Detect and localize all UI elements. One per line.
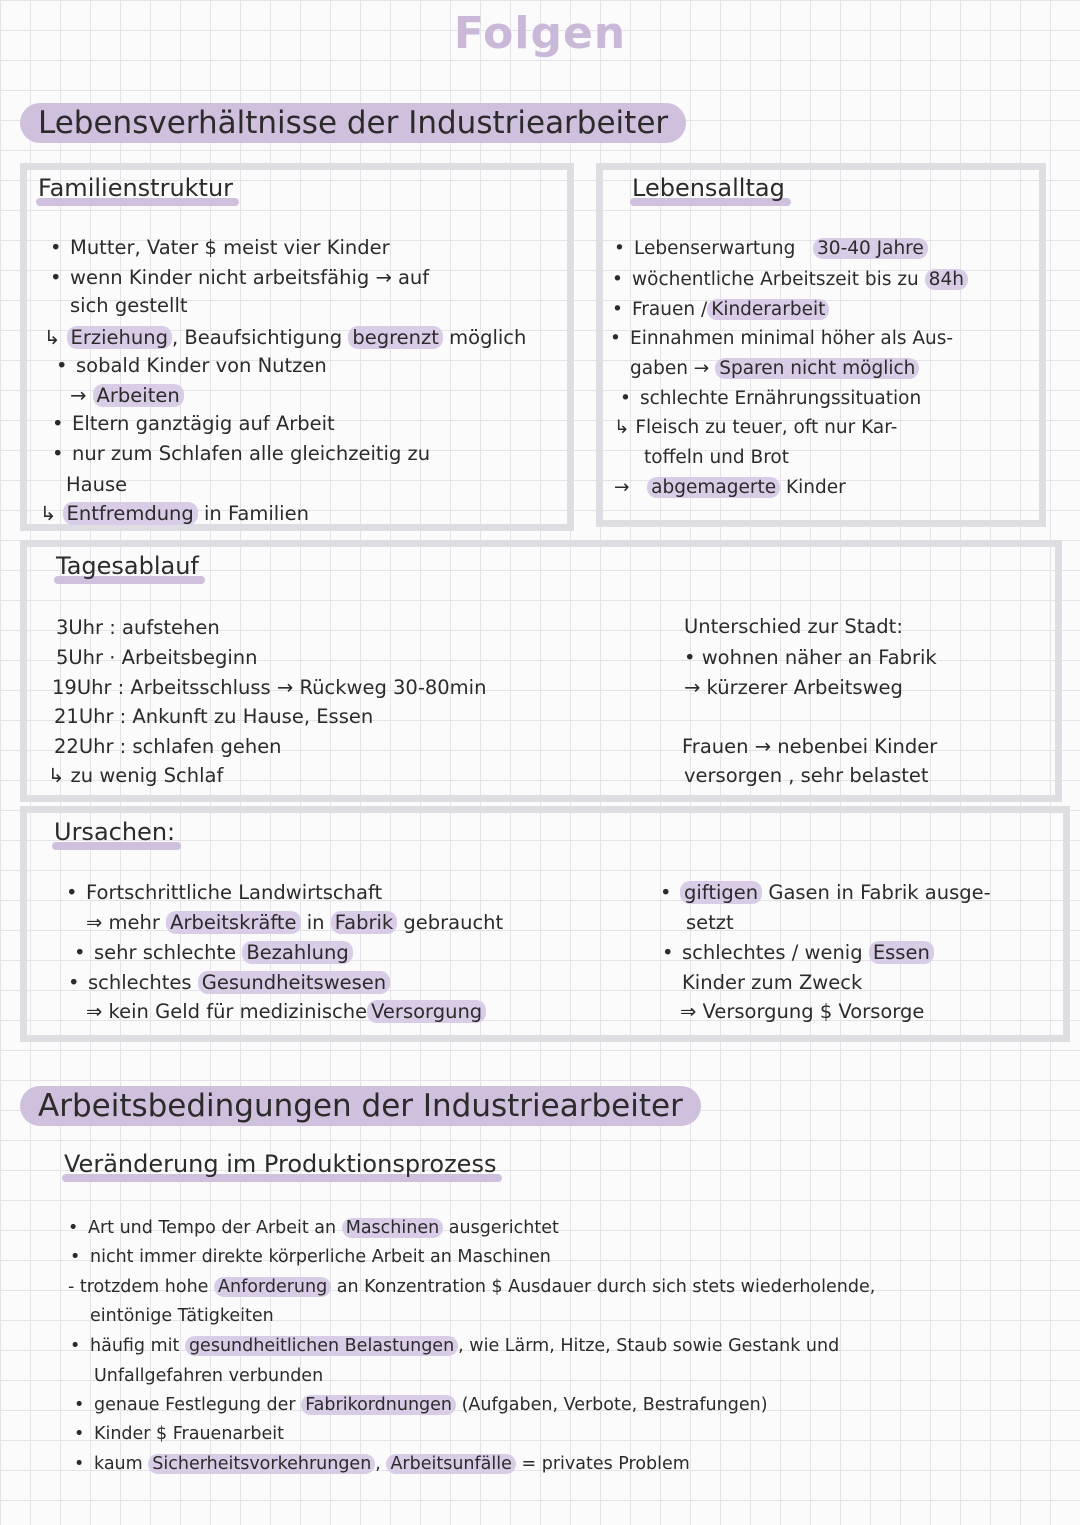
alltag-line-5: gaben → Sparen nicht möglich — [630, 355, 919, 383]
familie-line-4: ↳ Erziehung , Beaufsichtigung begrenzt möglich — [44, 326, 527, 349]
tages-right-1: Unterschied zur Stadt: — [684, 615, 903, 638]
prod-line-7: • genaue Festlegung der Fabrikordnungen (Aufgaben, Verbote, Bestrafungen) — [94, 1391, 768, 1419]
alltag-line-4: • Einnahmen minimal höher als Aus- — [630, 325, 953, 353]
heading-produktionsprozess: Veränderung im Produktionsprozess — [64, 1150, 496, 1178]
prod-line-4: eintönige Tätigkeiten — [90, 1306, 274, 1326]
prod-line-3: - trotzdem hohe Anforderung an Konzentration $ Ausdauer durch sich stets wiederholende, — [68, 1277, 876, 1297]
tages-row-4: 21Uhr : Ankunft zu Hause, Essen — [54, 705, 374, 728]
familie-line-10: ↳ Entfremdung in Familien — [40, 502, 309, 525]
tages-row-1: 3Uhr : aufstehen — [56, 616, 220, 639]
prod-line-1: • Art und Tempo der Arbeit an Maschinen ausgerichtet — [88, 1214, 559, 1242]
ursachen-right-2: setzt — [686, 911, 734, 934]
heading-familienstruktur: Familienstruktur — [38, 174, 233, 202]
ursachen-right-3: • schlechtes / wenig Essen — [682, 939, 934, 967]
familie-line-2: • wenn Kinder nicht arbeitsfähig → auf — [70, 264, 429, 292]
page-title: Folgen — [453, 8, 627, 59]
familie-line-5: • sobald Kinder von Nutzen — [76, 352, 327, 380]
ursachen-right-5: ⇒ Versorgung $ Vorsorge — [680, 1000, 925, 1023]
alltag-line-2: • wöchentliche Arbeitszeit bis zu 84h — [632, 266, 968, 294]
heading-tagesablauf: Tagesablauf — [56, 552, 199, 580]
section-banner-arbeitsbedingungen: Arbeitsbedingungen der Industriearbeiter — [20, 1086, 701, 1126]
ursachen-line-5: ⇒ kein Geld für medizinische Versorgung — [86, 998, 486, 1026]
prod-line-2: • nicht immer direkte körperliche Arbeit an Maschinen — [90, 1243, 551, 1271]
tages-row-6: ↳ zu wenig Schlaf — [48, 764, 224, 787]
ursachen-line-2: ⇒ mehr Arbeitskräfte in Fabrik gebraucht — [86, 911, 504, 934]
alltag-line-8: toffeln und Brot — [644, 447, 789, 468]
tages-row-5: 22Uhr : schlafen gehen — [54, 735, 282, 758]
prod-line-5: • häufig mit gesundheitlichen Belastungen , wie Lärm, Hitze, Staub sowie Gestank und — [90, 1332, 839, 1360]
alltag-line-7: ↳ Fleisch zu teuer, oft nur Kar- — [614, 417, 898, 438]
alltag-line-3: • Frauen / Kinderarbeit — [632, 296, 829, 324]
alltag-line-9: → abgemagerte Kinder — [614, 477, 846, 498]
familie-line-3: sich gestellt — [70, 294, 188, 317]
familie-line-1: • Mutter, Vater $ meist vier Kinder — [70, 234, 390, 262]
ursachen-line-4: • schlechtes Gesundheitswesen — [88, 969, 390, 997]
tages-row-2: 5Uhr · Arbeitsbeginn — [56, 646, 258, 669]
heading-lebensalltag: Lebensalltag — [632, 174, 785, 202]
heading-ursachen: Ursachen: — [54, 818, 175, 846]
tages-right-5: versorgen , sehr belastet — [684, 764, 929, 787]
prod-line-9: • kaum Sicherheitsvorkehrungen , Arbeitsunfälle = privates Problem — [94, 1450, 690, 1478]
ursachen-line-1: • Fortschrittliche Landwirtschaft — [86, 879, 382, 907]
prod-line-8: • Kinder $ Frauenarbeit — [94, 1420, 284, 1448]
alltag-line-1: • Lebenserwartung 30-40 Jahre — [634, 235, 928, 263]
section-banner-lebensverhaeltnisse: Lebensverhältnisse der Industriearbeiter — [20, 103, 686, 143]
alltag-line-6: • schlechte Ernährungssituation — [640, 385, 921, 413]
familie-line-6: → Arbeiten — [70, 382, 184, 410]
tages-row-3: 19Uhr : Arbeitsschluss → Rückweg 30-80min — [52, 676, 487, 699]
prod-line-6: Unfallgefahren verbunden — [94, 1366, 324, 1386]
ursachen-line-3: • sehr schlechte Bezahlung — [94, 939, 353, 967]
familie-line-9: Hause — [66, 473, 128, 496]
tages-right-4: Frauen → nebenbei Kinder — [682, 735, 938, 758]
ursachen-right-4: Kinder zum Zweck — [682, 971, 863, 994]
tages-right-2: • wohnen näher an Fabrik — [684, 646, 937, 669]
tages-right-3: → kürzerer Arbeitsweg — [684, 676, 903, 699]
familie-line-8: • nur zum Schlafen alle gleichzeitig zu — [72, 440, 430, 468]
ursachen-right-1: • giftigen Gasen in Fabrik ausge- — [680, 879, 991, 907]
familie-line-7: • Eltern ganztägig auf Arbeit — [72, 410, 335, 438]
